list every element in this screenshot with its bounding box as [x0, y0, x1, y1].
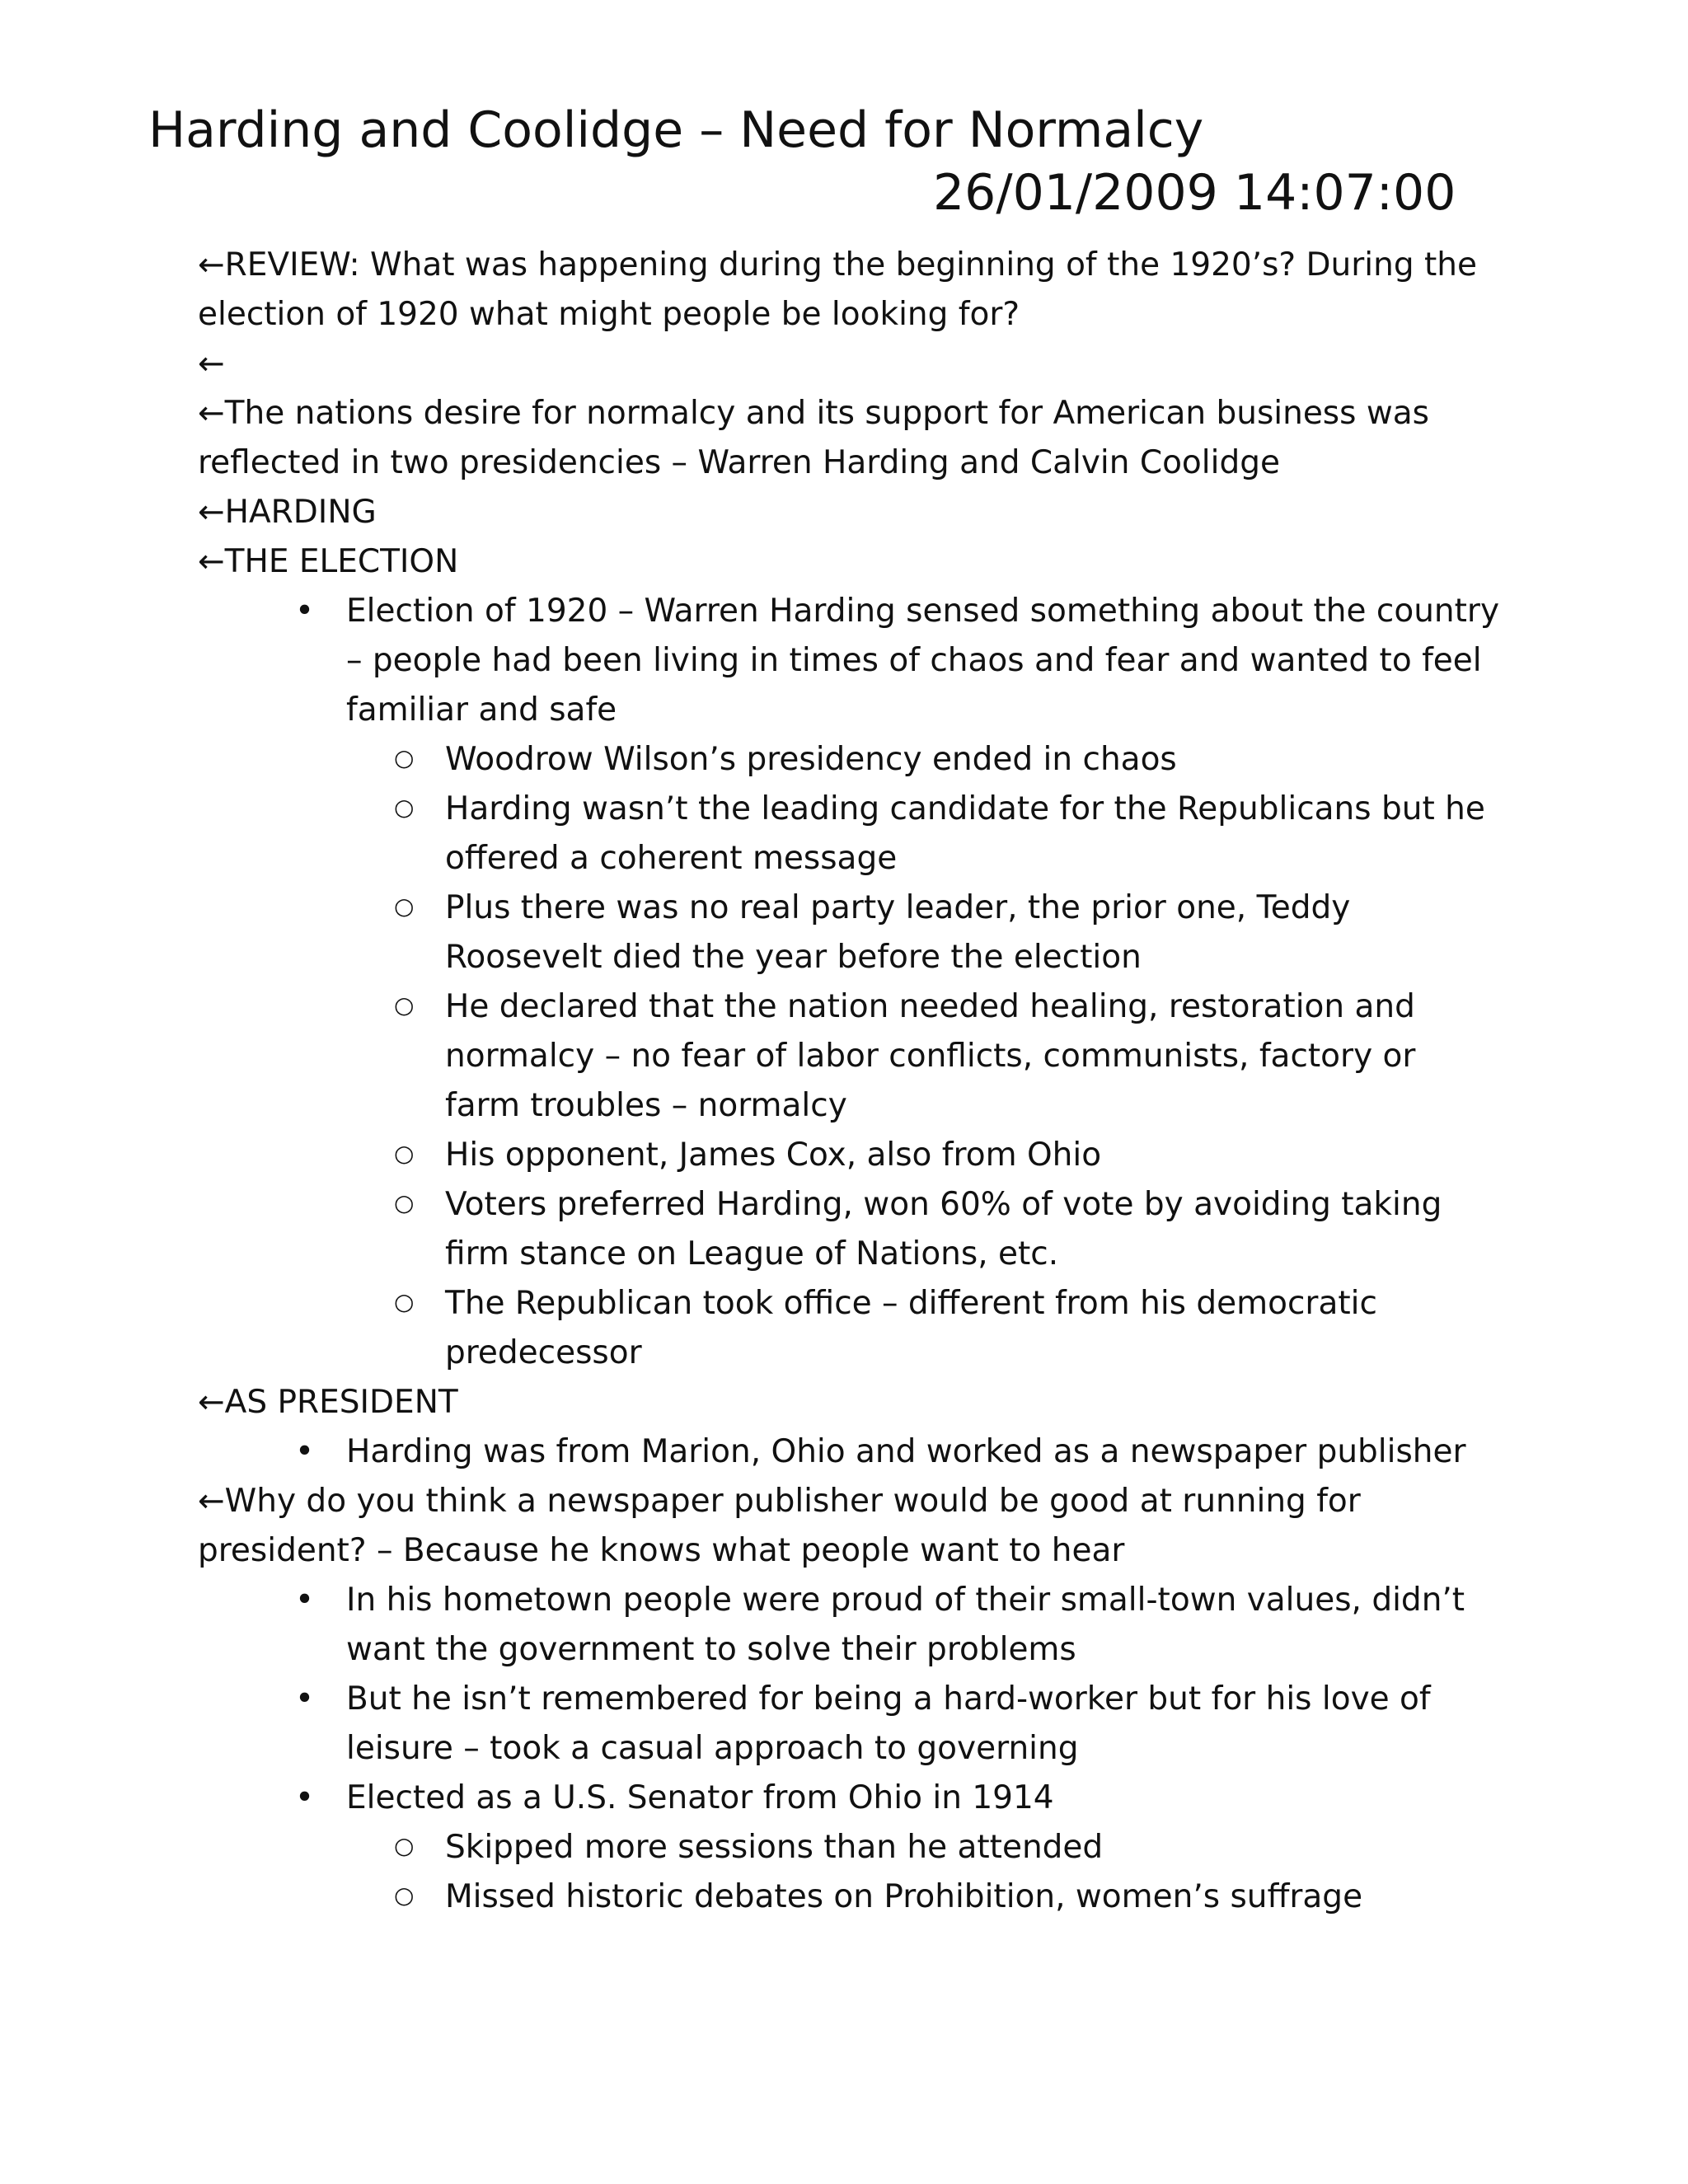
sub-bullet-item: ○ Harding wasn’t the leading candidate for the Republicans but he offered a coherent message — [198, 785, 1500, 883]
arrow-line-intro: ←The nations desire for normalcy and its support for American business was reflected in two presidencies – Warren Harding and Calvin Coolidge — [198, 395, 1429, 481]
sub-bullet-item: ○ Missed historic debates on Prohibition, women’s suffrage — [198, 1872, 1500, 1922]
timestamp: 26/01/2009 14:07:00 — [933, 164, 1456, 222]
section-heading-as-president: ←AS PRESIDENT — [198, 1384, 458, 1421]
arrow-line-question: ←Why do you think a newspaper publisher would be good at running for president? – Because he knows what people want to hear — [198, 1483, 1361, 1569]
sub-bullet-item: ○ The Republican took office – different from his democratic predecessor — [198, 1279, 1500, 1378]
bullet-item: • But he isn’t remembered for being a hard-worker but for his love of leisure – took a casual approach to governing — [198, 1675, 1500, 1774]
sub-bullet-item: ○ He declared that the nation needed healing, restoration and normalcy – no fear of labor conflicts, communists, factory or farm troubles – normalcy — [198, 982, 1500, 1131]
sub-bullet-item: ○ His opponent, James Cox, also from Ohio — [198, 1131, 1500, 1180]
section-heading-election: ←THE ELECTION — [198, 543, 459, 580]
arrow-line-review: ←REVIEW: What was happening during the beginning of the 1920’s? During the election of 1920 what might people be looking for? — [198, 246, 1478, 333]
bullet-item: • In his hometown people were proud of their small-town values, didn’t want the government to solve their problems — [198, 1576, 1500, 1675]
section-heading-harding: ←HARDING — [198, 494, 377, 531]
sub-bullet-item: ○ Skipped more sessions than he attended — [198, 1823, 1500, 1872]
sub-bullet-item: ○ Plus there was no real party leader, the prior one, Teddy Roosevelt died the year before the election — [198, 883, 1500, 982]
sub-bullet-item: ○ Woodrow Wilson’s presidency ended in chaos — [198, 735, 1500, 785]
bullet-item: • Harding was from Marion, Ohio and worked as a newspaper publisher — [198, 1427, 1500, 1477]
notes-body — [198, 241, 1500, 1922]
page-title: Harding and Coolidge – Need for Normalcy — [148, 101, 1204, 159]
sub-bullet-item: ○ Voters preferred Harding, won 60% of vote by avoiding taking firm stance on League of Nations, etc. — [198, 1180, 1500, 1279]
bullet-item: • Elected as a U.S. Senator from Ohio in 1914 — [198, 1774, 1500, 1823]
arrow-line-empty: ← — [198, 345, 225, 382]
bullet-item: • Election of 1920 – Warren Harding sensed something about the country – people had been living in times of chaos and fear and wanted to feel familiar and safe — [198, 587, 1500, 735]
